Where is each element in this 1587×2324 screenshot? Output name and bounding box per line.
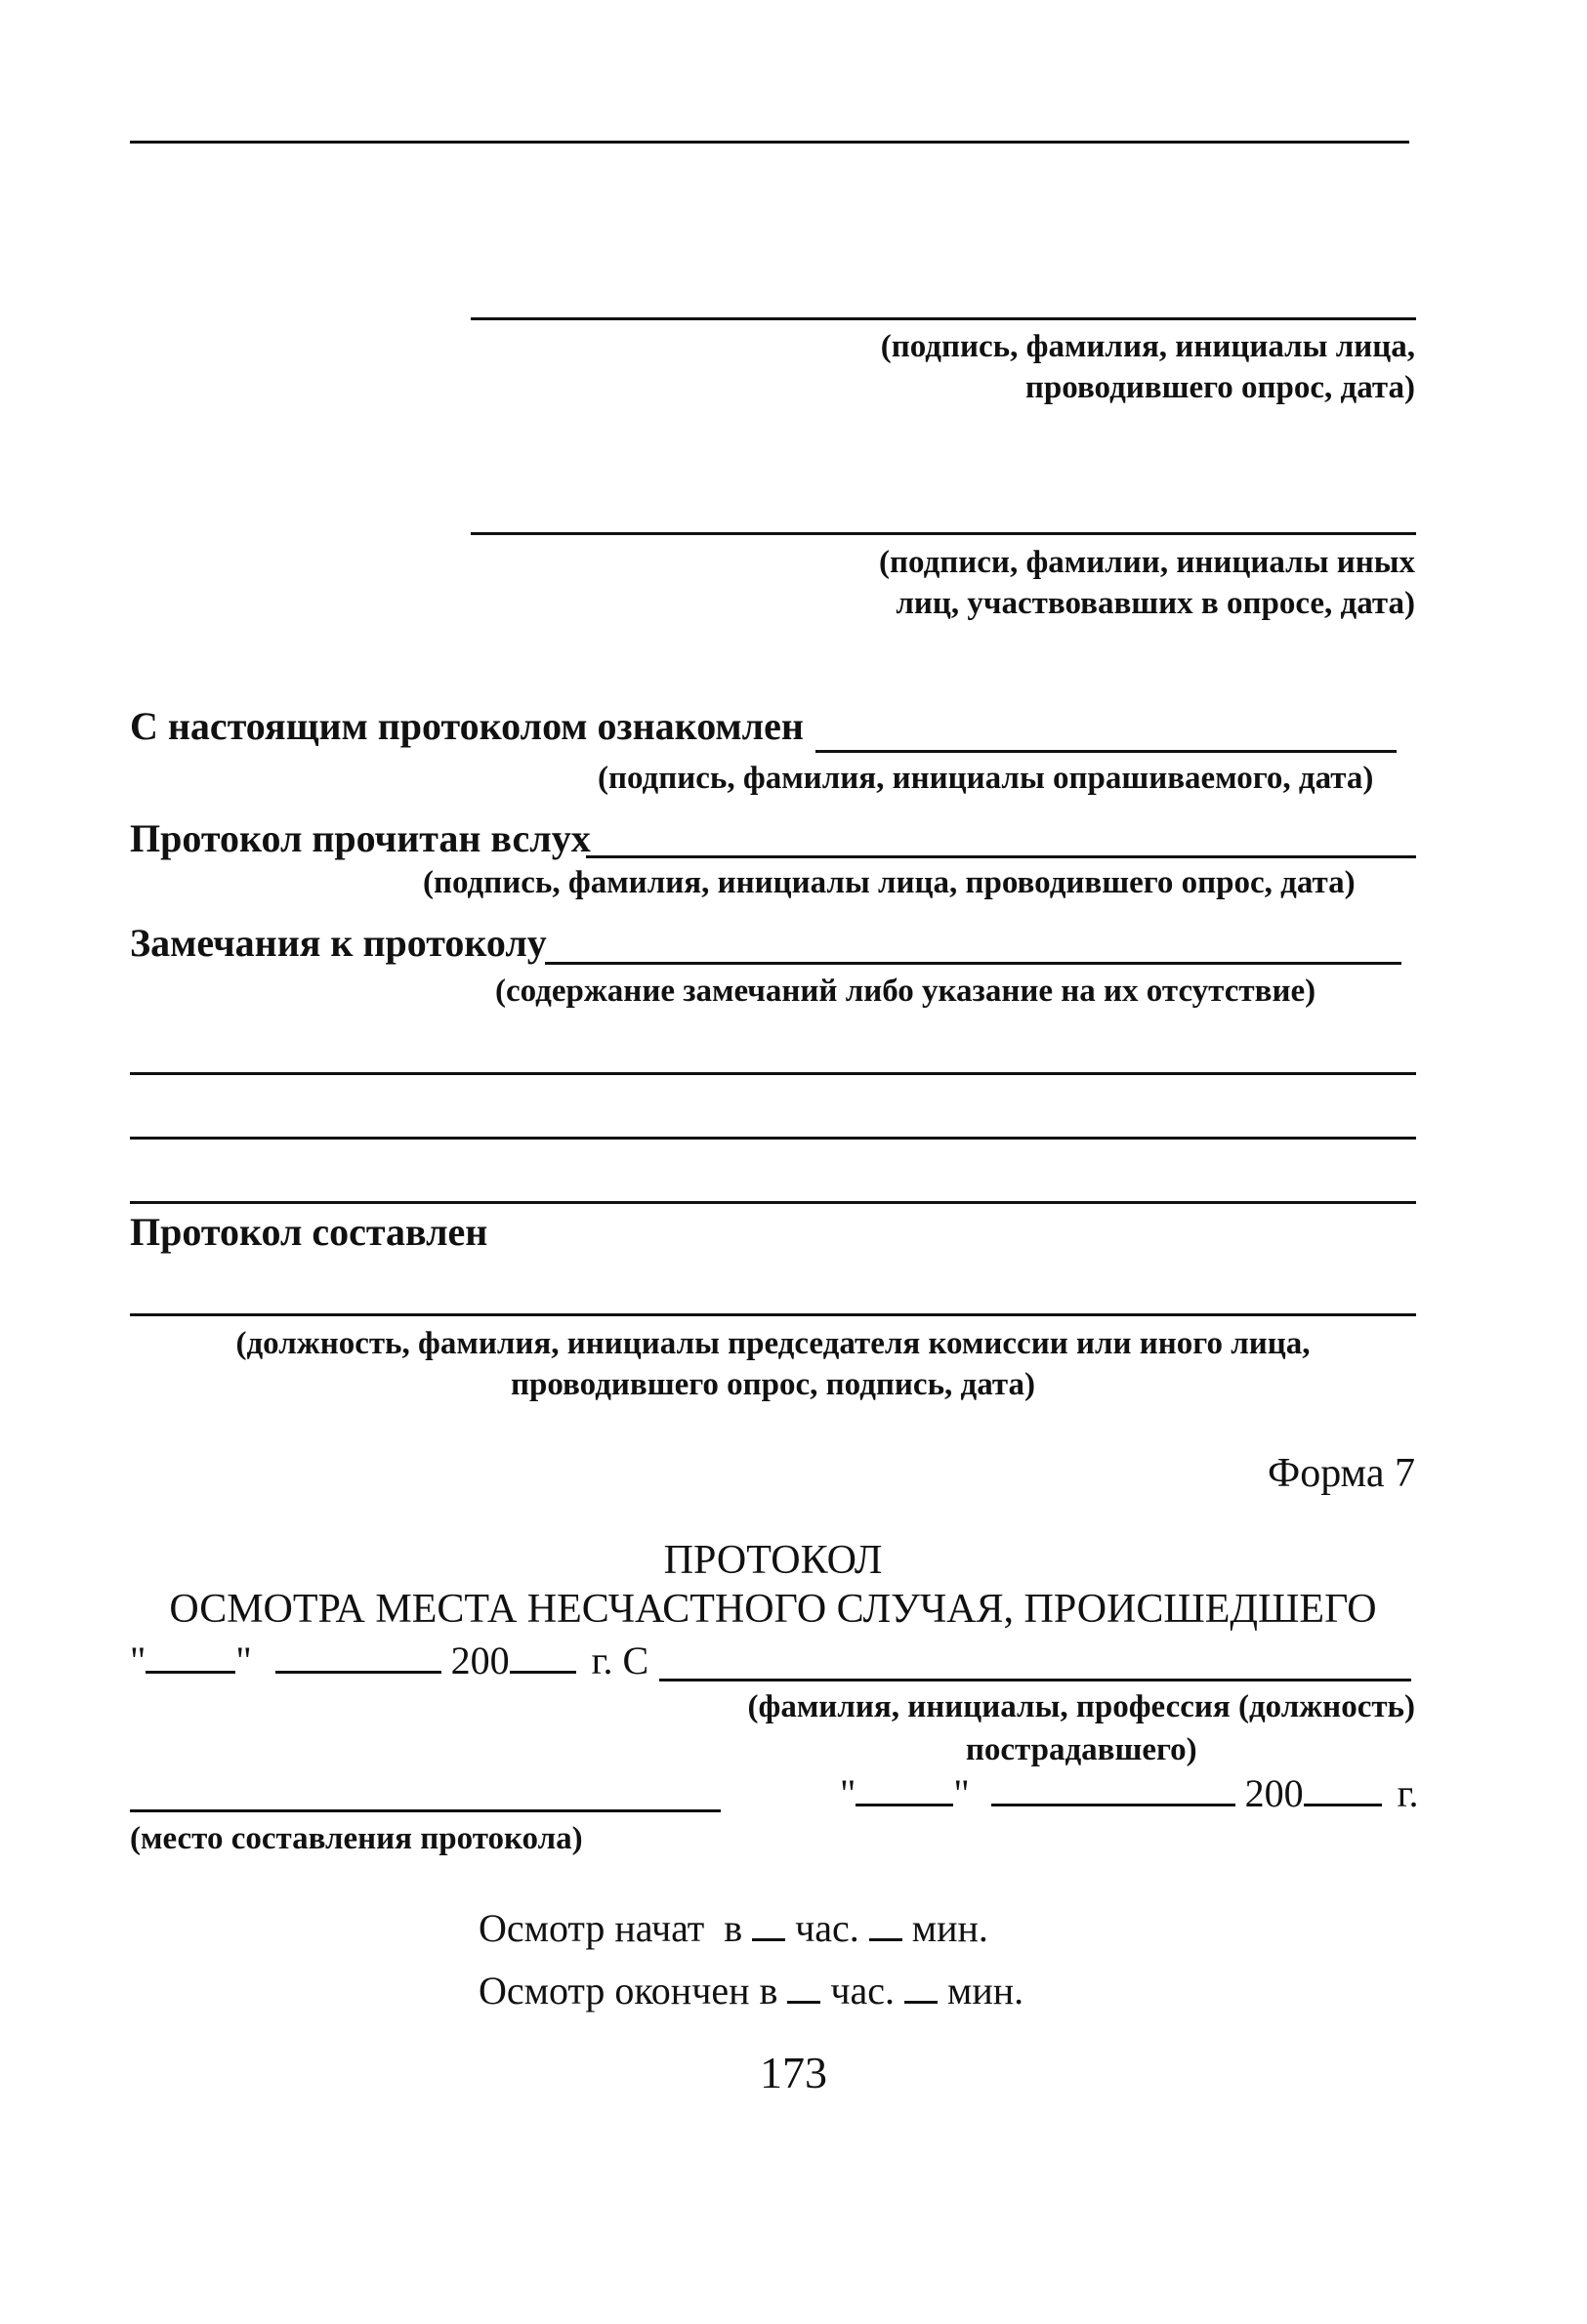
caption-line: (должность, фамилия, инициалы председателя комиссии или иного лица, bbox=[235, 1326, 1311, 1361]
signature-line-1[interactable] bbox=[471, 317, 1416, 320]
quote-open: " bbox=[130, 1639, 146, 1682]
read-label: Протокол прочитан вслух bbox=[130, 816, 591, 860]
month-field[interactable] bbox=[991, 1770, 1235, 1806]
signature-caption-1 bbox=[881, 326, 1415, 408]
caption-line: (подписи, фамилии, инициалы иных bbox=[879, 545, 1415, 580]
day-field[interactable] bbox=[146, 1638, 235, 1674]
read-line[interactable] bbox=[586, 855, 1416, 858]
caption-line: (фамилия, инициалы, профессия (должность) bbox=[747, 1689, 1415, 1724]
year-suffix-g-c: г. С bbox=[591, 1639, 649, 1682]
top-rule bbox=[130, 141, 1409, 144]
hour-unit: час. bbox=[830, 1969, 895, 2013]
victim-caption bbox=[748, 1685, 1416, 1771]
minute-field[interactable] bbox=[869, 1905, 902, 1941]
year-prefix: 200 bbox=[450, 1639, 510, 1682]
remarks-extra-line[interactable] bbox=[130, 1137, 1416, 1140]
caption-line: проводившего опрос, подпись, дата) bbox=[511, 1367, 1035, 1402]
signature-caption-2 bbox=[879, 542, 1415, 624]
signature-line-2[interactable] bbox=[471, 532, 1416, 535]
read-caption: (подпись, фамилия, инициалы лица, проводившего опрос, дата) bbox=[423, 865, 1356, 900]
inspection-end bbox=[479, 1968, 1023, 2013]
preposition: в bbox=[759, 1969, 778, 2013]
year-suffix-g: г. bbox=[1397, 1771, 1419, 1815]
caption-line: лиц, участвовавших в опросе, дата) bbox=[896, 586, 1415, 621]
compiled-line[interactable] bbox=[130, 1313, 1416, 1316]
place-caption: (место составления протокола) bbox=[130, 1821, 583, 1856]
caption-line: проводившего опрос, дата) bbox=[1024, 370, 1415, 405]
remarks-extra-line[interactable] bbox=[130, 1072, 1416, 1075]
familiar-label: С настоящим протоколом ознакомлен bbox=[130, 704, 804, 748]
page-number: 173 bbox=[760, 2048, 827, 2097]
remarks-caption: (содержание замечаний либо указание на их отсутствие) bbox=[495, 974, 1316, 1009]
compiled-caption bbox=[130, 1323, 1416, 1405]
compiled-label: Протокол составлен bbox=[130, 1210, 488, 1254]
inspection-end-label: Осмотр окончен bbox=[479, 1969, 750, 2013]
month-field[interactable] bbox=[275, 1638, 441, 1674]
year-field[interactable] bbox=[510, 1638, 576, 1674]
place-line[interactable] bbox=[130, 1809, 721, 1812]
remarks-extra-line[interactable] bbox=[130, 1201, 1416, 1204]
inspection-start-label: Осмотр начат bbox=[479, 1906, 705, 1950]
title-line: ПРОТОКОЛ bbox=[663, 1538, 883, 1583]
quote-open: " bbox=[840, 1771, 856, 1815]
year-prefix: 200 bbox=[1244, 1771, 1304, 1815]
inspection-start bbox=[479, 1905, 988, 1951]
date-line-2 bbox=[840, 1770, 1419, 1816]
quote-close: " bbox=[235, 1639, 252, 1682]
remarks-line[interactable] bbox=[545, 962, 1401, 965]
caption-line: (подпись, фамилия, инициалы лица, bbox=[880, 329, 1415, 364]
preposition: в bbox=[724, 1906, 743, 1950]
minute-unit: мин. bbox=[947, 1969, 1024, 2013]
hour-unit: час. bbox=[795, 1906, 859, 1950]
minute-field[interactable] bbox=[904, 1968, 938, 2004]
date-line bbox=[130, 1638, 648, 1683]
remarks-label: Замечания к протоколу bbox=[130, 921, 547, 965]
hour-field[interactable] bbox=[787, 1968, 820, 2004]
familiar-line[interactable] bbox=[815, 750, 1397, 753]
hour-field[interactable] bbox=[752, 1905, 785, 1941]
year-field[interactable] bbox=[1304, 1770, 1382, 1806]
form-label: Форма 7 bbox=[1268, 1451, 1415, 1496]
victim-line[interactable] bbox=[659, 1679, 1411, 1681]
title-line: ОСМОТРА МЕСТА НЕСЧАСТНОГО СЛУЧАЯ, ПРОИСШЕДШЕГО bbox=[169, 1587, 1377, 1632]
day-field[interactable] bbox=[856, 1770, 953, 1806]
familiar-caption: (подпись, фамилия, инициалы опрашиваемого, дата) bbox=[598, 761, 1374, 796]
caption-line: пострадавшего) bbox=[965, 1732, 1197, 1767]
protocol-title bbox=[130, 1536, 1416, 1634]
quote-close: " bbox=[953, 1771, 970, 1815]
minute-unit: мин. bbox=[911, 1906, 988, 1950]
